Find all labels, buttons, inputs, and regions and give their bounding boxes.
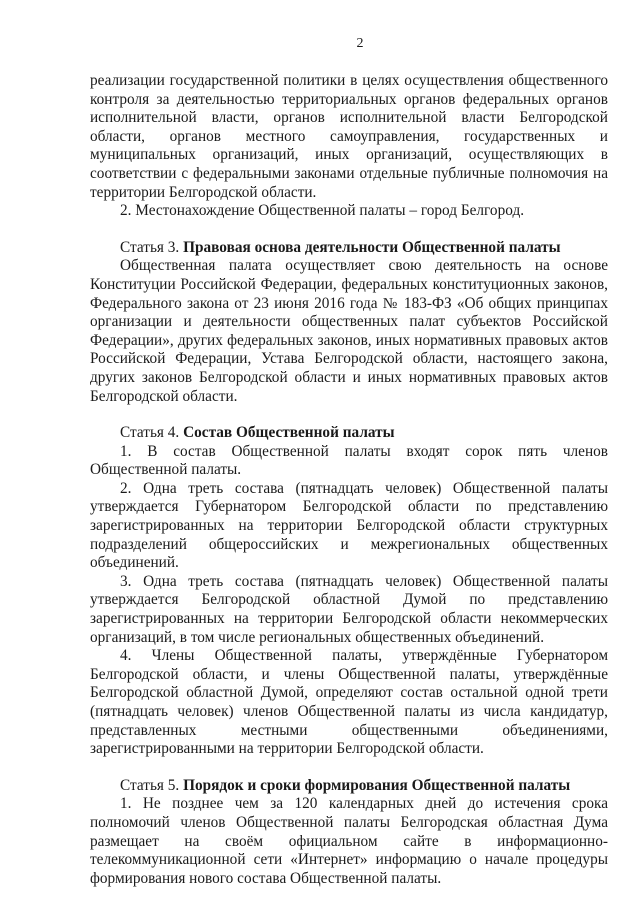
article-5-prefix: Статья 5.	[120, 776, 184, 794]
article-4-paragraph-1: 1. В состав Общественной палаты входят сорок пять членов Общественной палаты.	[90, 442, 608, 479]
article-4-paragraph-2: 2. Одна треть состава (пятнадцать человек) Общественной палаты утверждается Губернатором Белгородской области по представлению зарегистрированных на территории Белгородской области структурных подразделений общероссийских и межрегиональных общественных объединений.	[90, 479, 608, 572]
article-5-title: Порядок и сроки формирования Общественной палаты	[183, 776, 571, 794]
intro-paragraph-2: 2. Местонахождение Общественной палаты – город Белгород.	[120, 202, 525, 220]
article-3-prefix: Статья 3.	[120, 238, 184, 256]
article-4-heading	[90, 424, 608, 443]
article-3-paragraph-1: Общественная палата осуществляет свою деятельность на основе Конституции Российской Федерации, федеральных конституционных законов, Федерального закона от 23 июня 2016 года № 183-ФЗ «Об общих принципах организации и деятельности общественных палат субъектов Российской Федерации», других федеральных законов, иных нормативных правовых актов Российской Федерации, Устава Белгородской области, настоящего закона, других законов Белгородской области и иных нормативных правовых актов Белгородской области.	[90, 257, 608, 405]
article-4-prefix: Статья 4.	[120, 424, 184, 442]
article-5-heading	[90, 777, 608, 796]
article-4-paragraph-4: 4. Члены Общественной палаты, утверждённые Губернатором Белгородской области, и члены Общественной палаты, утверждённые Белгородской областной Думой, определяют состав остальной одной трети (пятнадцать человек) членов Общественной палаты из числа кандидатур, представленных местными общественными объединениями, зарегистрированными на территории Белгородской области.	[90, 647, 608, 758]
article-3-heading	[90, 239, 608, 258]
page-number: 2	[356, 36, 364, 51]
document-body	[90, 72, 608, 888]
article-4-title: Состав Общественной палаты	[183, 424, 395, 442]
intro-paragraph-1: реализации государственной политики в целях осуществления общественного контроля за деятельностью территориальных органов федеральных органов исполнительной власти, органов исполнительной власти Белгородской области, органов местного самоуправления, государственных и муниципальных организаций, иных организаций, осуществляющих в соответствии с федеральными законами отдельные публичные полномочия на территории Белгородской области.	[90, 72, 608, 201]
article-3-title: Правовая основа деятельности Общественной палаты	[183, 238, 561, 256]
article-4-paragraph-3: 3. Одна треть состава (пятнадцать человек) Общественной палаты утверждается Белгородской областной Думой по представлению зарегистрированных на территории Белгородской области некоммерческих организаций, в том числе региональных общественных объединений.	[90, 572, 608, 646]
article-5-paragraph-1: 1. Не позднее чем за 120 календарных дней до истечения срока полномочий членов Общественной палаты Белгородская областная Дума размещает на своём официальном сайте в информационно-телекоммуникационной сети «Интернет» информацию о начале процедуры формирования нового состава Общественной палаты.	[90, 795, 608, 887]
